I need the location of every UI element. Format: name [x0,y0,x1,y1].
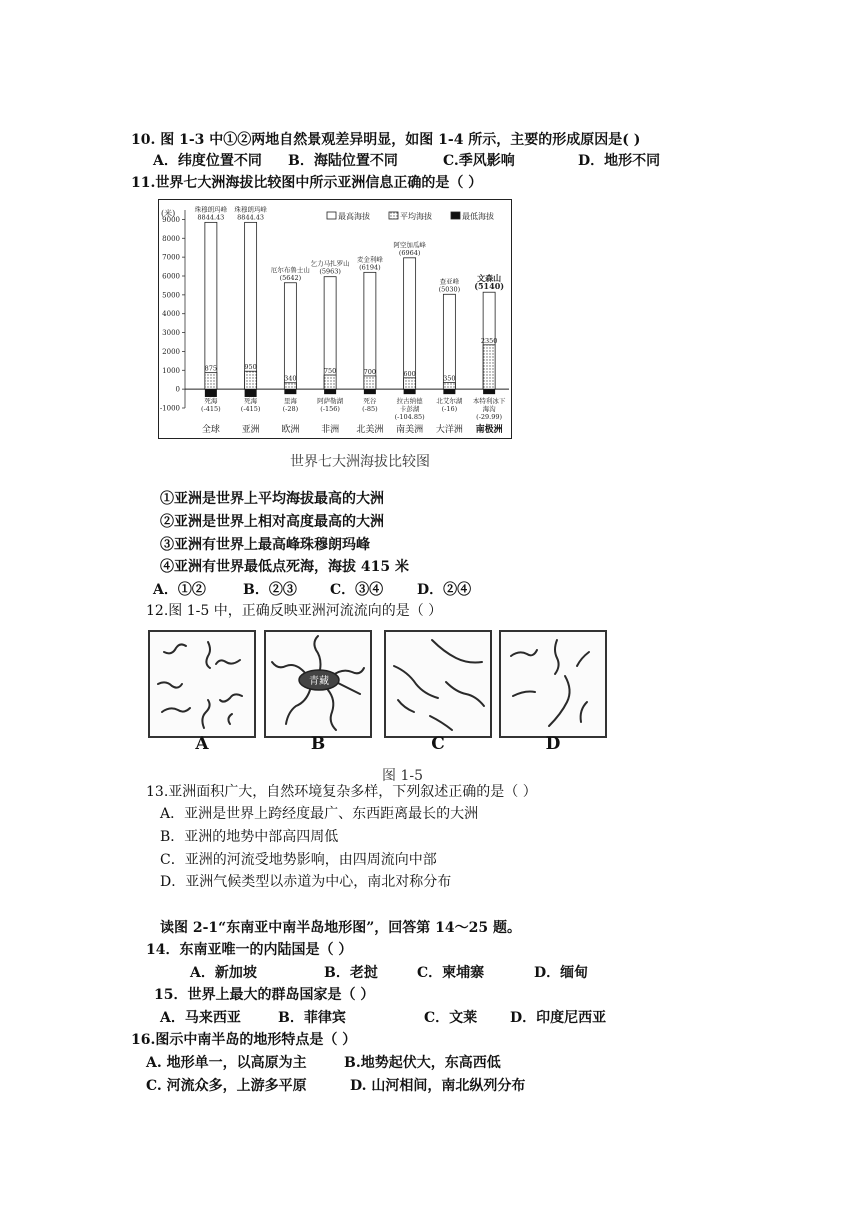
q10-option-c: C.季风影响 [443,153,515,169]
y-tick-label: 0 [175,385,180,394]
peak-value-label: 8844.43 [197,213,225,222]
x-category-label: 南美洲 [396,425,424,435]
q14-option-d: D．缅甸 [534,965,589,981]
y-tick-label: 5000 [162,291,180,300]
peak-value-label: (5642) [279,273,302,282]
q16-options-row2 [146,1076,525,1096]
q14-stem: 14．东南亚唯一的内陆国是（ ） [146,942,353,958]
bar-mean-elevation [364,376,376,389]
bar-mean-elevation [443,383,455,390]
bar-mean-elevation [404,378,416,389]
q11-statement-4: ④亚洲有世界最低点死海，海拔 415 米 [160,559,409,575]
y-tick-label: 9000 [162,215,180,224]
legend-swatch [327,212,336,219]
peak-value-label: (5140) [474,281,505,292]
q13-option-a: A．亚洲是世界上跨经度最广、东西距离最长的大洲 [160,806,479,822]
bar-min-elevation [364,389,376,394]
section-intro: 读图 2-1“东南亚中南半岛地形图”，回答第 14～25 题。 [160,920,521,936]
y-tick-label: 8000 [162,234,180,243]
river-map-d-label: D [545,734,561,754]
q11-stem: 11.世界七大洲海拔比较图中所示亚洲信息正确的是（ ） [131,175,483,191]
q16-option-b: B.地势起伏大，东高西低 [344,1055,501,1071]
peak-name-label: 珠穆朗玛峰 [194,205,228,214]
q16-stem: 16.图示中南半岛的地形特点是（ ） [131,1032,357,1048]
peak-name-label: 查亚峰 [439,277,460,286]
q16-option-a: A. 地形单一，以高原为主 [146,1055,307,1071]
peak-value-label: (6194) [359,263,381,272]
q13-option-d: D．亚洲气候类型以赤道为中心，南北对称分布 [160,874,452,890]
river-map-b-drawing [266,632,370,736]
bar-mean-elevation [205,373,217,390]
peak-name-label: 麦金利峰 [356,255,383,264]
bar-min-elevation [483,389,495,394]
bar-mean-elevation [245,371,257,389]
low-point-label: 海沟 [482,405,496,414]
y-axis-unit-label: (米) [161,209,176,218]
peak-value-label: 8844.43 [237,213,265,222]
q10-stem: 10. 图 1-3 中①②两地自然景观差异明显，如图 1-4 所示，主要的形成原因是( ) [131,132,641,148]
x-category-label: 南极洲 [475,425,503,435]
elevation-chart [158,199,512,439]
low-point-label: 里海 [283,397,297,406]
legend-swatch [451,212,460,219]
q11-options [153,580,471,600]
peak-value-label: (6964) [398,248,421,257]
plateau-label: 青藏 [309,676,329,687]
x-category-label: 全球 [201,425,220,435]
x-category-label: 北美洲 [356,425,384,435]
q11-option-d: D．②④ [417,582,472,598]
low-point-label: (-29.99) [476,413,503,422]
mean-value-label: 950 [244,363,257,372]
low-point-label: (-28) [282,405,299,414]
low-point-label: (-156) [320,405,340,414]
y-tick-label: 3000 [162,329,180,338]
river-map-a-drawing [150,632,254,736]
peak-name-label: 乞力马扎罗山 [310,259,350,268]
y-tick-label: -1000 [159,404,180,413]
y-tick-label: 1000 [162,366,180,375]
river-map-d-drawing [501,632,605,736]
q11-statement-2: ②亚洲是世界上相对高度最高的大洲 [160,514,384,530]
river-map-a-label: A [195,734,209,754]
low-point-label: 死海 [204,397,218,406]
mean-value-label: 700 [363,367,377,376]
river-map-c-label: C [431,734,445,754]
river-map-b-label: B [310,734,326,754]
q11-option-c: C．③④ [330,582,384,598]
q15-option-b: B．菲律宾 [278,1010,346,1026]
bar-min-elevation [284,389,296,394]
q10-option-b: B．海陆位置不同 [288,153,398,169]
low-point-label: 卡彭湖 [399,405,420,414]
q14-option-c: C．柬埔寨 [417,965,485,981]
mean-value-label: 600 [403,369,416,378]
q11-statement-1: ①亚洲是世界上平均海拔最高的大洲 [160,491,384,507]
river-map-c [384,630,492,738]
x-category-label: 非洲 [321,425,340,435]
q16-option-c: C. 河流众多，上游多平原 [146,1078,307,1094]
q15-option-a: A．马来西亚 [160,1010,241,1026]
bar-min-elevation [245,389,257,397]
q13-option-c: C．亚洲的河流受地势影响，由四周流向中部 [160,852,437,868]
y-tick-label: 4000 [162,310,180,319]
x-category-label: 大洋洲 [435,425,463,435]
q15-option-c: C．文莱 [424,1010,478,1026]
river-map-c-drawing [386,632,490,736]
q10-option-a: A．纬度位置不同 [153,153,262,169]
low-point-label: (-85) [362,405,378,414]
legend-label: 最高海拔 [338,212,370,221]
low-point-label: 死海 [244,397,258,406]
q11-option-b: B．②③ [243,582,297,598]
q13-option-b: B．亚洲的地势中部高四周低 [160,829,339,845]
y-tick-label: 2000 [162,347,180,356]
x-category-label: 欧洲 [281,425,300,435]
river-map-d [499,630,607,738]
q16-option-d: D. 山河相间，南北纵列分布 [350,1078,526,1094]
low-point-label: 死谷 [363,397,377,406]
low-point-label: 北艾尔湖 [436,397,463,406]
bar-min-elevation [324,389,336,394]
low-point-label: (-415) [240,405,261,414]
peak-name-label: 阿空加瓜峰 [393,240,426,249]
peak-name-label: 文森山 [477,273,502,284]
q13-stem: 13.亚洲面积广大，自然环境复杂多样，下列叙述正确的是（ ） [146,784,537,800]
legend-label: 最低海拔 [462,212,494,221]
x-category-label: 亚洲 [241,425,260,435]
q14-option-b: B．老挝 [324,965,378,981]
q15-option-d: D．印度尼西亚 [510,1010,607,1026]
legend-label: 平均海拔 [400,212,432,221]
mean-value-label: 2350 [480,336,498,345]
low-point-label: 拉古纳德 [396,397,423,406]
q15-stem: 15．世界上最大的群岛国家是（ ） [154,987,375,1003]
q11-statement-3: ③亚洲有世界上最高峰珠穆朗玛峰 [160,537,370,553]
mean-value-label: 750 [323,367,337,375]
river-map-a [148,630,256,738]
chart-caption: 世界七大洲海拔比较图 [290,454,430,470]
q12-stem: 12.图 1-5 中，正确反映亚洲河流流向的是（ ） [146,603,443,619]
mean-value-label: 875 [204,364,218,373]
y-tick-label: 7000 [162,253,180,262]
bar-max-elevation [284,283,296,389]
peak-value-label: (5963) [319,267,341,276]
peak-name-label: 厄尔布鲁士山 [270,265,310,274]
figure-1-5-caption: 图 1-5 [382,768,423,784]
q10-option-d: D．地形不同 [578,153,661,169]
mean-value-label: 340 [284,374,297,383]
low-point-label: (-415) [201,405,221,414]
peak-name-label: 珠穆朗玛峰 [234,205,267,214]
low-point-label: 本特利冰下 [472,397,506,406]
y-tick-label: 6000 [162,272,180,281]
low-point-label: 阿萨勒湖 [317,397,344,406]
q11-option-a: A．①② [153,582,206,598]
peak-value-label: (5030) [438,285,461,294]
q15-options [160,1008,606,1028]
low-point-label: (-16) [441,405,458,414]
elevation-chart-svg [159,200,511,438]
bar-min-elevation [443,389,455,394]
low-point-label: (-104.85) [394,413,425,422]
bar-min-elevation [205,389,217,397]
bar-mean-elevation [284,383,296,389]
q16-options-row1 [146,1053,501,1073]
legend-swatch [389,212,398,219]
river-map-b [264,630,372,738]
bar-mean-elevation [483,345,495,389]
q14-option-a: A．新加坡 [190,965,257,981]
bar-mean-elevation [324,375,336,389]
q10-options [153,151,660,171]
bar-min-elevation [404,389,416,394]
mean-value-label: 350 [443,374,456,383]
q14-options [190,963,588,983]
